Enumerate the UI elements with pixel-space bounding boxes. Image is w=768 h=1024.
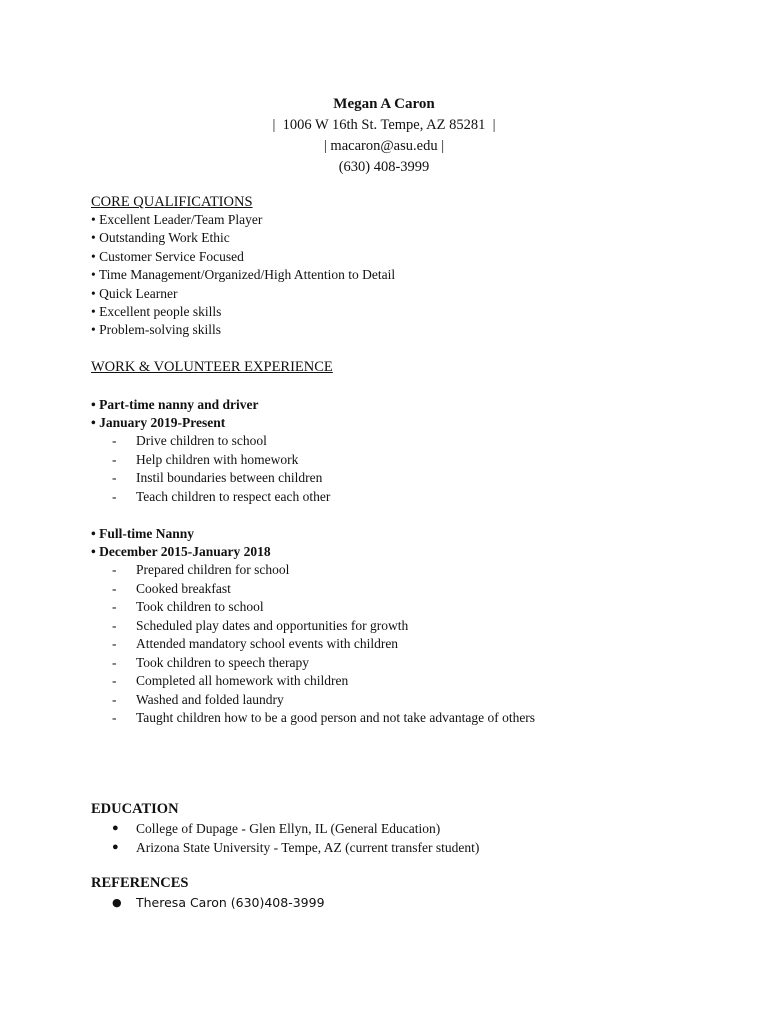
dot-bullet: ● [112,822,119,834]
list-item [112,819,479,838]
duty-text: Scheduled play dates and opportunities for growth [136,617,409,633]
dot-bullet: ● [112,896,122,909]
list-item [112,654,535,673]
list-item [91,266,395,284]
duty-text: Completed all homework with children [136,673,349,688]
duty-text: Taught children how to be a good person and not take advantage of others [136,710,536,725]
duty-text: Instil boundaries between children [136,470,323,485]
address-line: | 1006 W 16th St. Tempe, AZ 85281 | [272,117,496,133]
bullet: • [91,267,96,283]
qualification-text: Excellent Leader/Team Player [99,212,263,227]
list-item [91,303,395,321]
list-item [91,211,395,229]
list-item [112,709,535,728]
job-role: • Full-time Nanny [91,526,194,541]
duty-text: Help children with homework [136,451,299,467]
bullet: • [91,322,96,338]
job-role: • Part-time nanny and driver [91,397,259,412]
references-list [112,893,325,912]
list-item [112,838,479,857]
list-item [112,561,535,580]
reference-text: Theresa Caron (630)408-3999 [136,895,325,910]
qualification-text: Customer Service Focused [99,248,244,264]
education-text: College of Dupage - Glen Ellyn, IL (General Education) [136,821,441,836]
qualification-text: Problem-solving skills [99,322,221,338]
dash: - [112,710,117,725]
job-duties-list [112,432,330,506]
bullet: • [91,303,96,319]
dash: - [112,617,117,633]
dash: - [112,654,117,670]
qualification-text: Time Management/Organized/High Attention to Detail [98,267,396,283]
duty-text: Took children to speech therapy [136,654,309,670]
duty-text: Teach children to respect each other [136,488,331,504]
qualification-text: Excellent people skills [99,303,222,319]
bullet: • [91,248,96,264]
list-item [112,598,535,617]
job-duties-list [112,561,535,728]
list-item [112,617,535,636]
list-item [91,248,395,266]
list-item [112,672,535,691]
dash: - [112,451,117,467]
phone-line: (630) 408-3999 [338,159,430,175]
job-dates: • December 2015-January 2018 [91,544,271,559]
list-item [112,580,535,599]
dash: - [112,673,117,688]
education-heading: EDUCATION [91,801,179,817]
duty-text: Cooked breakfast [136,580,231,596]
dash: - [112,488,117,504]
list-item [91,229,395,247]
dash: - [112,636,117,651]
bullet: • [91,212,96,227]
dash: - [112,599,117,614]
list-item [112,635,535,654]
education-text: Arizona State University - Tempe, AZ (current transfer student) [136,840,480,855]
dash: - [112,470,117,485]
duty-text: Washed and folded laundry [136,691,284,707]
job-dates: • January 2019-Present [91,415,226,430]
resume-header [0,94,768,178]
list-item [112,469,330,488]
duty-text: Prepared children for school [136,562,290,577]
core-qualifications-heading: CORE QUALIFICATIONS [91,194,253,210]
dash: - [112,691,117,707]
core-qualifications-list [91,211,395,340]
dash: - [112,433,117,448]
bullet: • [91,285,96,301]
education-list [112,819,479,857]
dot-bullet: ● [112,841,119,853]
dash: - [112,580,117,596]
list-item [91,321,395,339]
list-item [112,691,535,710]
bullet: • [91,230,96,246]
applicant-name: Megan A Caron [333,96,435,112]
experience-heading: WORK & VOLUNTEER EXPERIENCE [91,359,333,375]
duty-text: Drive children to school [136,433,267,448]
list-item [112,451,330,470]
list-item [112,432,330,451]
references-heading: REFERENCES [91,875,189,891]
list-item [91,285,395,303]
duty-text: Attended mandatory school events with children [136,636,399,651]
list-item [112,893,325,912]
list-item [112,488,330,507]
qualification-text: Quick Learner [99,285,178,301]
qualification-text: Outstanding Work Ethic [99,230,230,246]
email-line: | macaron@asu.edu | [323,138,445,154]
duty-text: Took children to school [136,599,264,614]
dash: - [112,562,117,577]
